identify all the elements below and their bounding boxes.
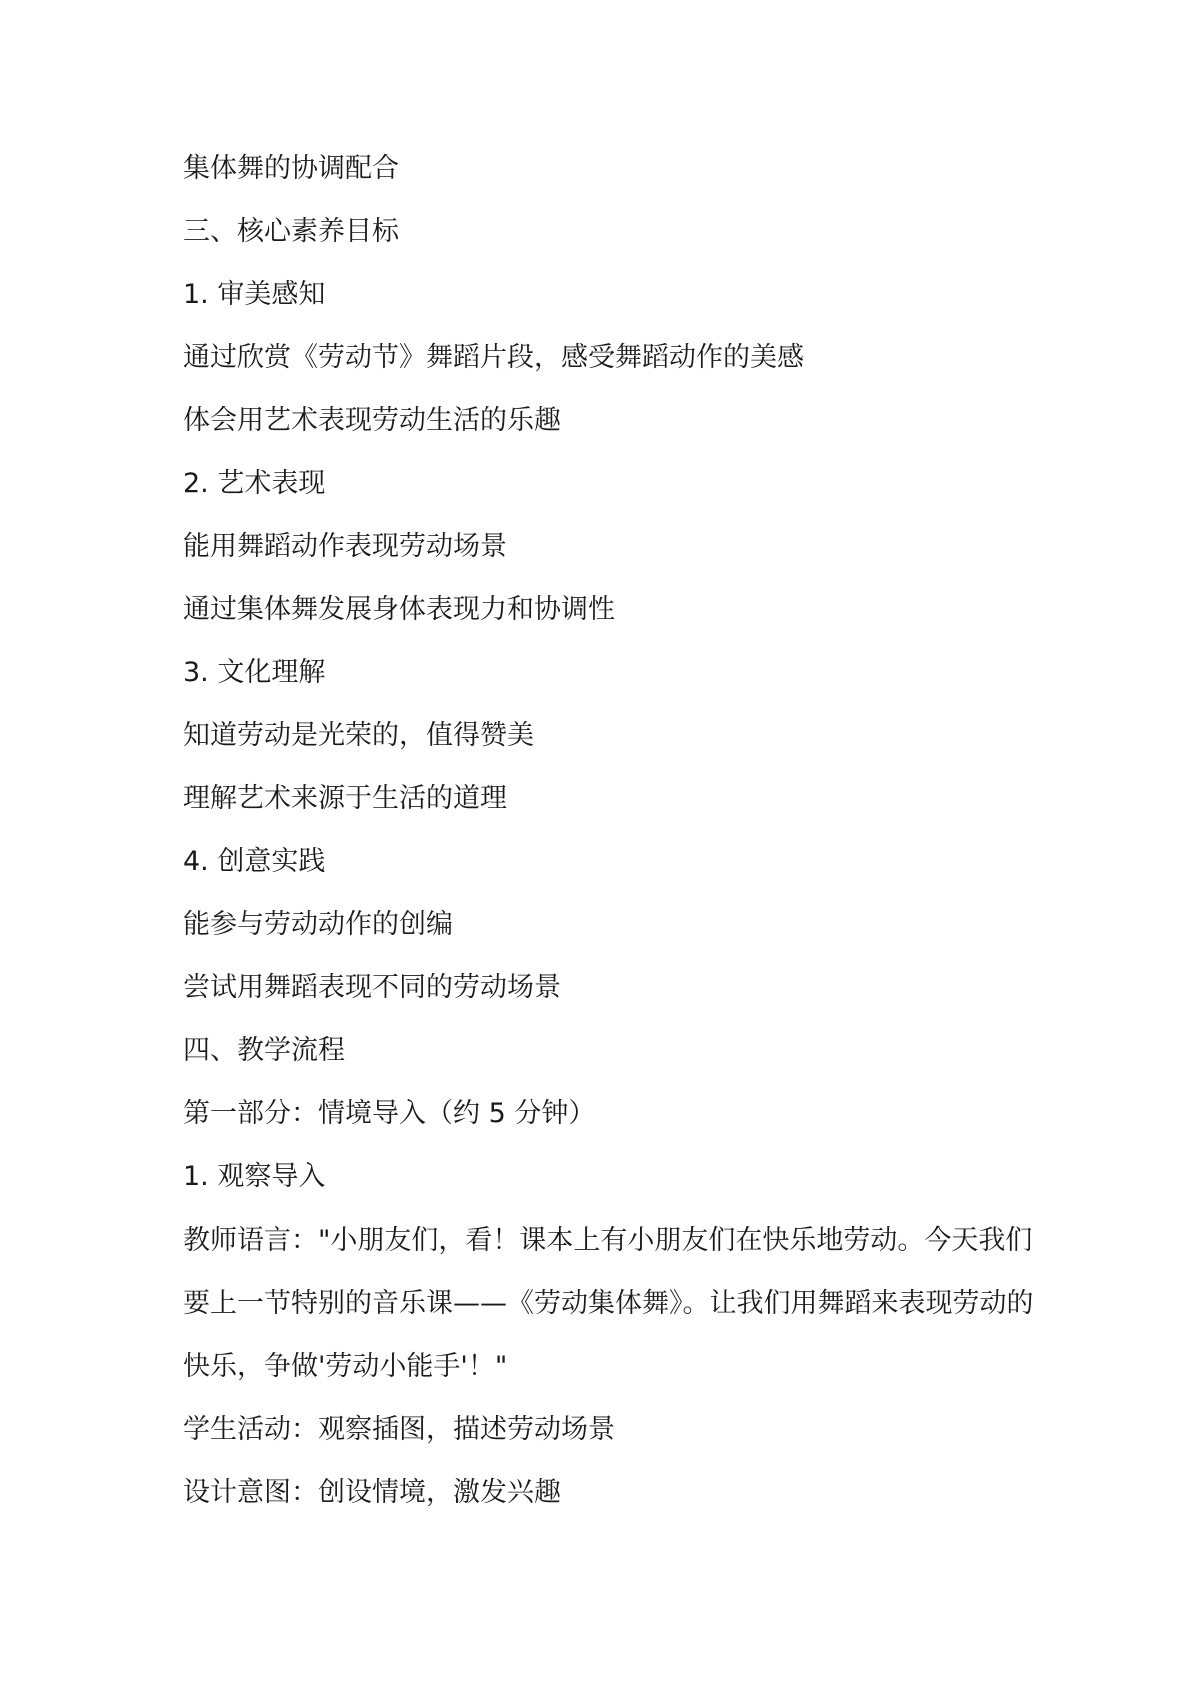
text-line-1: 集体舞的协调配合 [183, 153, 399, 184]
section-heading-teaching-process: 四、教学流程 [183, 1035, 345, 1066]
text-line-14: 尝试用舞蹈表现不同的劳动场景 [183, 972, 561, 1003]
design-intent-line: 设计意图：创设情境，激发兴趣 [183, 1477, 561, 1508]
subheading-observation-intro: 1. 观察导入 [183, 1161, 326, 1192]
subheading-aesthetic-perception: 1. 审美感知 [183, 279, 326, 310]
section-heading-core-literacy: 三、核心素养目标 [183, 216, 399, 247]
text-line-8: 通过集体舞发展身体表现力和协调性 [183, 594, 615, 625]
teacher-speech-paragraph: 教师语言："小朋友们，看！课本上有小朋友们在快乐地劳动。今天我们要上一节特别的音乐课——《劳动集体舞》。让我们用舞蹈来表现劳动的快乐，争做'劳动小能手'！" [183, 1225, 1034, 1382]
text-line-13: 能参与劳动动作的创编 [183, 909, 453, 940]
subheading-artistic-expression: 2. 艺术表现 [183, 468, 326, 499]
student-activity-line: 学生活动：观察插图，描述劳动场景 [183, 1414, 615, 1445]
text-line-5: 体会用艺术表现劳动生活的乐趣 [183, 405, 561, 436]
text-line-4: 通过欣赏《劳动节》舞蹈片段，感受舞蹈动作的美感 [183, 342, 804, 373]
subheading-cultural-understanding: 3. 文化理解 [183, 657, 326, 688]
subheading-creative-practice: 4. 创意实践 [183, 846, 326, 877]
part-heading-situation-intro: 第一部分：情境导入（约 5 分钟） [183, 1098, 596, 1129]
text-line-11: 理解艺术来源于生活的道理 [183, 783, 507, 814]
text-line-10: 知道劳动是光荣的，值得赞美 [183, 720, 534, 751]
text-line-7: 能用舞蹈动作表现劳动场景 [183, 531, 507, 562]
document-body [183, 148, 1043, 1535]
